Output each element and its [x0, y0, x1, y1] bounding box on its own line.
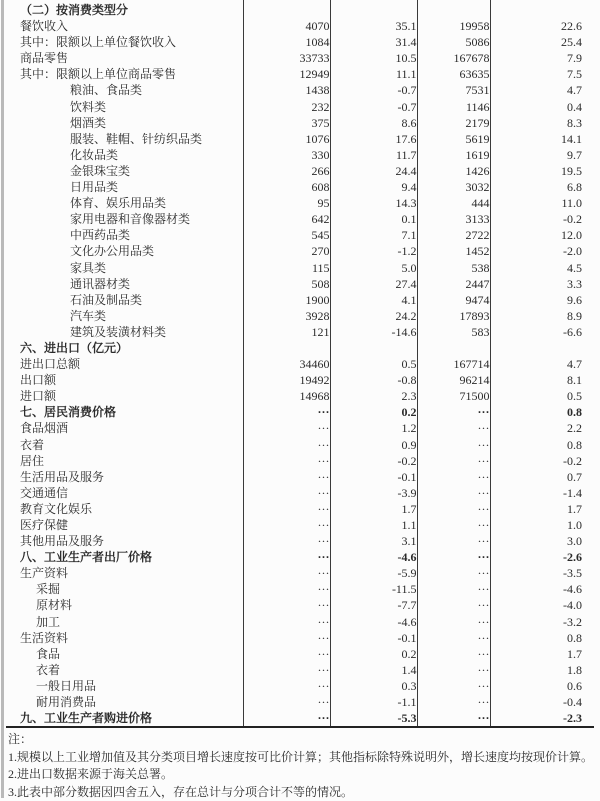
row-growth-current: 35.1 — [330, 18, 417, 34]
row-value-current: ··· — [243, 437, 330, 453]
row-value-cumulative: ··· — [417, 694, 490, 710]
table-row — [6, 565, 594, 581]
table-row — [6, 276, 594, 292]
row-growth-current: 9.4 — [330, 179, 417, 195]
row-growth-current: 7.1 — [330, 227, 417, 243]
row-value-cumulative: 1426 — [417, 163, 490, 179]
row-growth-current: -4.6 — [330, 614, 417, 630]
row-growth-cumulative: 7.9 — [490, 50, 594, 66]
row-growth-current: -5.3 — [330, 710, 417, 727]
row-value-cumulative: ··· — [417, 614, 490, 630]
row-growth-current: 10.5 — [330, 50, 417, 66]
row-value-cumulative: 7531 — [417, 82, 490, 98]
row-growth-cumulative: 1.0 — [490, 517, 594, 533]
row-value-cumulative: ··· — [417, 565, 490, 581]
row-label: 六、进出口（亿元） — [6, 340, 243, 356]
row-value-cumulative: ··· — [417, 437, 490, 453]
row-growth-cumulative: 7.5 — [490, 66, 594, 82]
row-growth-current: 24.2 — [330, 308, 417, 324]
row-growth-current: 17.6 — [330, 131, 417, 147]
row-value-current: 1438 — [243, 82, 330, 98]
row-value-current: 33733 — [243, 50, 330, 66]
row-growth-current: -0.1 — [330, 630, 417, 646]
row-value-cumulative — [417, 340, 490, 356]
row-growth-cumulative: 2.2 — [490, 420, 594, 436]
table-row — [6, 292, 594, 308]
row-label: 进出口总额 — [6, 356, 243, 372]
row-growth-cumulative: 0.6 — [490, 678, 594, 694]
row-growth-cumulative: 0.4 — [490, 99, 594, 115]
row-growth-current: -0.2 — [330, 453, 417, 469]
row-label: 其他用品及服务 — [6, 533, 243, 549]
row-value-cumulative: ··· — [417, 404, 490, 420]
table-row — [6, 388, 594, 404]
row-label: 金银珠宝类 — [6, 163, 243, 179]
table-row — [6, 50, 594, 66]
row-value-cumulative — [417, 0, 490, 18]
row-growth-cumulative: -6.6 — [490, 324, 594, 340]
row-growth-current: -7.7 — [330, 597, 417, 613]
row-value-cumulative: 19958 — [417, 18, 490, 34]
row-value-cumulative: 3032 — [417, 179, 490, 195]
row-label: 服装、鞋帽、针纺织品类 — [6, 131, 243, 147]
row-label: 文化办公用品类 — [6, 243, 243, 259]
table-row — [6, 18, 594, 34]
row-value-cumulative: ··· — [417, 662, 490, 678]
table-row — [6, 34, 594, 50]
row-label: 家用电器和音像器材类 — [6, 211, 243, 227]
footnote-2: 2.进出口数据来源于海关总署。 — [8, 766, 592, 784]
table-row — [6, 99, 594, 115]
row-value-cumulative: 583 — [417, 324, 490, 340]
row-value-current: ··· — [243, 662, 330, 678]
row-value-current: 1076 — [243, 131, 330, 147]
row-value-current: ··· — [243, 485, 330, 501]
table-row — [6, 437, 594, 453]
table-row — [6, 211, 594, 227]
row-value-current — [243, 340, 330, 356]
row-growth-current: 0.2 — [330, 404, 417, 420]
row-growth-cumulative: -4.6 — [490, 581, 594, 597]
table-row — [6, 678, 594, 694]
row-value-current: 12949 — [243, 66, 330, 82]
economic-indicators-table — [6, 0, 594, 728]
row-label: 衣着 — [6, 437, 243, 453]
row-value-cumulative: ··· — [417, 630, 490, 646]
row-growth-cumulative: 1.7 — [490, 646, 594, 662]
row-value-cumulative: 1452 — [417, 243, 490, 259]
table-row — [6, 195, 594, 211]
row-value-current: ··· — [243, 420, 330, 436]
table-row — [6, 646, 594, 662]
row-value-current: ··· — [243, 565, 330, 581]
row-growth-cumulative: 8.1 — [490, 372, 594, 388]
row-label: 采掘 — [6, 581, 243, 597]
row-value-current: ··· — [243, 597, 330, 613]
table-row — [6, 66, 594, 82]
row-value-cumulative: 71500 — [417, 388, 490, 404]
row-label: 粮油、食品类 — [6, 82, 243, 98]
row-label: 加工 — [6, 614, 243, 630]
row-label: 其中：限额以上单位餐饮收入 — [6, 34, 243, 50]
row-growth-current: 4.1 — [330, 292, 417, 308]
row-growth-cumulative: 3.3 — [490, 276, 594, 292]
row-growth-cumulative: 0.8 — [490, 404, 594, 420]
row-growth-cumulative: 4.5 — [490, 260, 594, 276]
row-value-cumulative: 17893 — [417, 308, 490, 324]
table-row — [6, 356, 594, 372]
row-growth-current: -1.1 — [330, 694, 417, 710]
table-row — [6, 549, 594, 565]
row-value-current: 95 — [243, 195, 330, 211]
row-value-current: ··· — [243, 501, 330, 517]
row-growth-cumulative — [490, 340, 594, 356]
row-value-current: 545 — [243, 227, 330, 243]
table-row — [6, 308, 594, 324]
row-growth-cumulative: 14.1 — [490, 131, 594, 147]
table-row — [6, 372, 594, 388]
row-value-current: 19492 — [243, 372, 330, 388]
row-growth-current: 0.3 — [330, 678, 417, 694]
row-label: 生产资料 — [6, 565, 243, 581]
table-row — [6, 581, 594, 597]
row-growth-current: 0.9 — [330, 437, 417, 453]
row-growth-current: 3.1 — [330, 533, 417, 549]
row-label: 汽车类 — [6, 308, 243, 324]
row-value-cumulative: 5619 — [417, 131, 490, 147]
row-value-cumulative: 9474 — [417, 292, 490, 308]
row-value-current: ··· — [243, 630, 330, 646]
row-label: 石油及制品类 — [6, 292, 243, 308]
row-value-cumulative: 63635 — [417, 66, 490, 82]
row-growth-current: 24.4 — [330, 163, 417, 179]
row-label: 原材料 — [6, 597, 243, 613]
row-growth-current: 14.3 — [330, 195, 417, 211]
row-growth-cumulative: 0.5 — [490, 388, 594, 404]
row-value-cumulative: ··· — [417, 678, 490, 694]
table-row — [6, 404, 594, 420]
row-growth-current: -0.7 — [330, 99, 417, 115]
row-label: 生活用品及服务 — [6, 469, 243, 485]
row-growth-cumulative: 0.7 — [490, 469, 594, 485]
row-growth-current: 0.2 — [330, 646, 417, 662]
footnote-title: 注： — [8, 731, 592, 749]
row-value-cumulative: 538 — [417, 260, 490, 276]
row-growth-cumulative: -2.6 — [490, 549, 594, 565]
row-growth-current: 0.5 — [330, 356, 417, 372]
table-row — [6, 179, 594, 195]
row-growth-cumulative: -4.0 — [490, 597, 594, 613]
table-row — [6, 469, 594, 485]
row-value-cumulative: ··· — [417, 420, 490, 436]
row-value-current: 1084 — [243, 34, 330, 50]
table-row — [6, 710, 594, 727]
footnotes — [8, 731, 592, 801]
table-row — [6, 420, 594, 436]
table-row — [6, 260, 594, 276]
row-value-current: ··· — [243, 549, 330, 565]
row-growth-cumulative: 19.5 — [490, 163, 594, 179]
row-growth-cumulative: 9.7 — [490, 147, 594, 163]
row-growth-cumulative: -3.5 — [490, 565, 594, 581]
row-growth-current: -0.7 — [330, 82, 417, 98]
row-value-current: 1900 — [243, 292, 330, 308]
table-row — [6, 662, 594, 678]
row-growth-cumulative: 1.7 — [490, 501, 594, 517]
table-row — [6, 517, 594, 533]
row-label: 化妆品类 — [6, 147, 243, 163]
row-growth-cumulative: 22.6 — [490, 18, 594, 34]
row-growth-current: -11.5 — [330, 581, 417, 597]
table-row — [6, 0, 594, 18]
table-row — [6, 163, 594, 179]
row-value-current: ··· — [243, 710, 330, 727]
row-label: 交通通信 — [6, 485, 243, 501]
stats-table-body — [6, 0, 594, 727]
row-value-current: 115 — [243, 260, 330, 276]
row-value-cumulative: 167714 — [417, 356, 490, 372]
row-value-current: 4070 — [243, 18, 330, 34]
table-row — [6, 694, 594, 710]
row-label: （二）按消费类型分 — [6, 0, 243, 18]
row-label: 八、工业生产者出厂价格 — [6, 549, 243, 565]
row-value-cumulative: ··· — [417, 597, 490, 613]
row-value-current: ··· — [243, 694, 330, 710]
row-growth-cumulative: 0.8 — [490, 630, 594, 646]
row-value-cumulative: ··· — [417, 469, 490, 485]
row-label: 出口额 — [6, 372, 243, 388]
row-growth-current: -3.9 — [330, 485, 417, 501]
row-value-cumulative: ··· — [417, 581, 490, 597]
row-value-cumulative: 444 — [417, 195, 490, 211]
row-value-cumulative: 2447 — [417, 276, 490, 292]
row-label: 烟酒类 — [6, 115, 243, 131]
row-value-current: 608 — [243, 179, 330, 195]
row-growth-current: 11.7 — [330, 147, 417, 163]
row-growth-cumulative: 11.0 — [490, 195, 594, 211]
row-label: 通讯器材类 — [6, 276, 243, 292]
row-growth-cumulative: 1.8 — [490, 662, 594, 678]
row-label: 商品零售 — [6, 50, 243, 66]
row-value-cumulative: 3133 — [417, 211, 490, 227]
table-row — [6, 243, 594, 259]
row-value-current: 34460 — [243, 356, 330, 372]
row-growth-current: 5.0 — [330, 260, 417, 276]
row-growth-cumulative: -2.3 — [490, 710, 594, 727]
row-value-cumulative: 2179 — [417, 115, 490, 131]
row-growth-current: 1.2 — [330, 420, 417, 436]
row-label: 食品 — [6, 646, 243, 662]
row-growth-current: 11.1 — [330, 66, 417, 82]
row-value-current: ··· — [243, 581, 330, 597]
table-row — [6, 147, 594, 163]
row-growth-cumulative — [490, 0, 594, 18]
row-growth-cumulative: 25.4 — [490, 34, 594, 50]
row-growth-current: 1.4 — [330, 662, 417, 678]
table-row — [6, 485, 594, 501]
row-value-current: 232 — [243, 99, 330, 115]
row-growth-cumulative: 8.3 — [490, 115, 594, 131]
row-value-cumulative: ··· — [417, 533, 490, 549]
row-value-current: ··· — [243, 678, 330, 694]
row-value-current: 3928 — [243, 308, 330, 324]
row-value-cumulative: 167678 — [417, 50, 490, 66]
table-row — [6, 614, 594, 630]
row-value-current: 14968 — [243, 388, 330, 404]
row-value-cumulative: ··· — [417, 485, 490, 501]
row-value-current: 642 — [243, 211, 330, 227]
row-growth-cumulative: -3.2 — [490, 614, 594, 630]
row-value-current: ··· — [243, 646, 330, 662]
row-value-cumulative: ··· — [417, 646, 490, 662]
row-growth-cumulative: -0.4 — [490, 694, 594, 710]
row-value-current: 270 — [243, 243, 330, 259]
table-row — [6, 131, 594, 147]
row-growth-current: 31.4 — [330, 34, 417, 50]
row-value-current: ··· — [243, 404, 330, 420]
row-value-current: 266 — [243, 163, 330, 179]
row-growth-current: 2.3 — [330, 388, 417, 404]
table-row — [6, 340, 594, 356]
row-value-current: ··· — [243, 469, 330, 485]
row-growth-cumulative: -0.2 — [490, 453, 594, 469]
row-label: 教育文化娱乐 — [6, 501, 243, 517]
footnote-1: 1.规模以上工业增加值及其分类项目增长速度按可比价计算；其他指标除特殊说明外，增长速度均按现价计算。 — [8, 749, 592, 767]
row-value-current: ··· — [243, 533, 330, 549]
row-growth-cumulative: 12.0 — [490, 227, 594, 243]
row-growth-current: -4.6 — [330, 549, 417, 565]
row-label: 耐用消费品 — [6, 694, 243, 710]
row-growth-current: 8.6 — [330, 115, 417, 131]
row-growth-current: 0.1 — [330, 211, 417, 227]
table-row — [6, 115, 594, 131]
row-value-cumulative: ··· — [417, 710, 490, 727]
row-growth-cumulative: 0.8 — [490, 437, 594, 453]
row-growth-current: -14.6 — [330, 324, 417, 340]
row-growth-current — [330, 340, 417, 356]
row-value-current: 330 — [243, 147, 330, 163]
row-value-current: 508 — [243, 276, 330, 292]
row-value-cumulative: ··· — [417, 517, 490, 533]
row-growth-cumulative: 4.7 — [490, 82, 594, 98]
row-label: 建筑及装潢材料类 — [6, 324, 243, 340]
row-label: 日用品类 — [6, 179, 243, 195]
row-growth-current: -0.1 — [330, 469, 417, 485]
row-value-cumulative: ··· — [417, 549, 490, 565]
table-row — [6, 227, 594, 243]
row-growth-cumulative: 9.6 — [490, 292, 594, 308]
row-growth-current: 1.7 — [330, 501, 417, 517]
row-value-current: ··· — [243, 614, 330, 630]
row-value-cumulative: 96214 — [417, 372, 490, 388]
row-label: 饮料类 — [6, 99, 243, 115]
row-label: 七、居民消费价格 — [6, 404, 243, 420]
row-growth-cumulative: -2.0 — [490, 243, 594, 259]
footnote-3: 3.此表中部分数据因四舍五入，存在总计与分项合计不等的情况。 — [8, 784, 592, 801]
row-label: 餐饮收入 — [6, 18, 243, 34]
row-label: 居住 — [6, 453, 243, 469]
row-growth-current: 1.1 — [330, 517, 417, 533]
row-value-cumulative: 1619 — [417, 147, 490, 163]
row-growth-cumulative: -0.2 — [490, 211, 594, 227]
row-label: 中西药品类 — [6, 227, 243, 243]
row-label: 一般日用品 — [6, 678, 243, 694]
table-row — [6, 533, 594, 549]
row-label: 其中：限额以上单位商品零售 — [6, 66, 243, 82]
row-label: 生活资料 — [6, 630, 243, 646]
row-value-current: ··· — [243, 453, 330, 469]
row-value-current: 121 — [243, 324, 330, 340]
row-growth-cumulative: 3.0 — [490, 533, 594, 549]
page-left-edge-divider — [1, 0, 4, 798]
table-row — [6, 453, 594, 469]
row-growth-current — [330, 0, 417, 18]
row-value-current: ··· — [243, 517, 330, 533]
row-growth-current: -5.9 — [330, 565, 417, 581]
table-row — [6, 501, 594, 517]
row-value-cumulative: 1146 — [417, 99, 490, 115]
row-growth-current: -0.8 — [330, 372, 417, 388]
row-label: 进口额 — [6, 388, 243, 404]
row-label: 体育、娱乐用品类 — [6, 195, 243, 211]
row-value-current: 375 — [243, 115, 330, 131]
row-value-current — [243, 0, 330, 18]
table-row — [6, 324, 594, 340]
row-value-cumulative: 5086 — [417, 34, 490, 50]
row-value-cumulative: ··· — [417, 501, 490, 517]
row-label: 九、工业生产者购进价格 — [6, 710, 243, 727]
table-row — [6, 82, 594, 98]
table-row — [6, 630, 594, 646]
row-label: 衣着 — [6, 662, 243, 678]
row-growth-current: -1.2 — [330, 243, 417, 259]
row-label: 家具类 — [6, 260, 243, 276]
row-growth-cumulative: -1.4 — [490, 485, 594, 501]
row-label: 医疗保健 — [6, 517, 243, 533]
row-growth-cumulative: 4.7 — [490, 356, 594, 372]
row-growth-current: 27.4 — [330, 276, 417, 292]
row-value-cumulative: ··· — [417, 453, 490, 469]
table-row — [6, 597, 594, 613]
row-value-cumulative: 2722 — [417, 227, 490, 243]
row-growth-cumulative: 8.9 — [490, 308, 594, 324]
row-growth-cumulative: 6.8 — [490, 179, 594, 195]
row-label: 食品烟酒 — [6, 420, 243, 436]
